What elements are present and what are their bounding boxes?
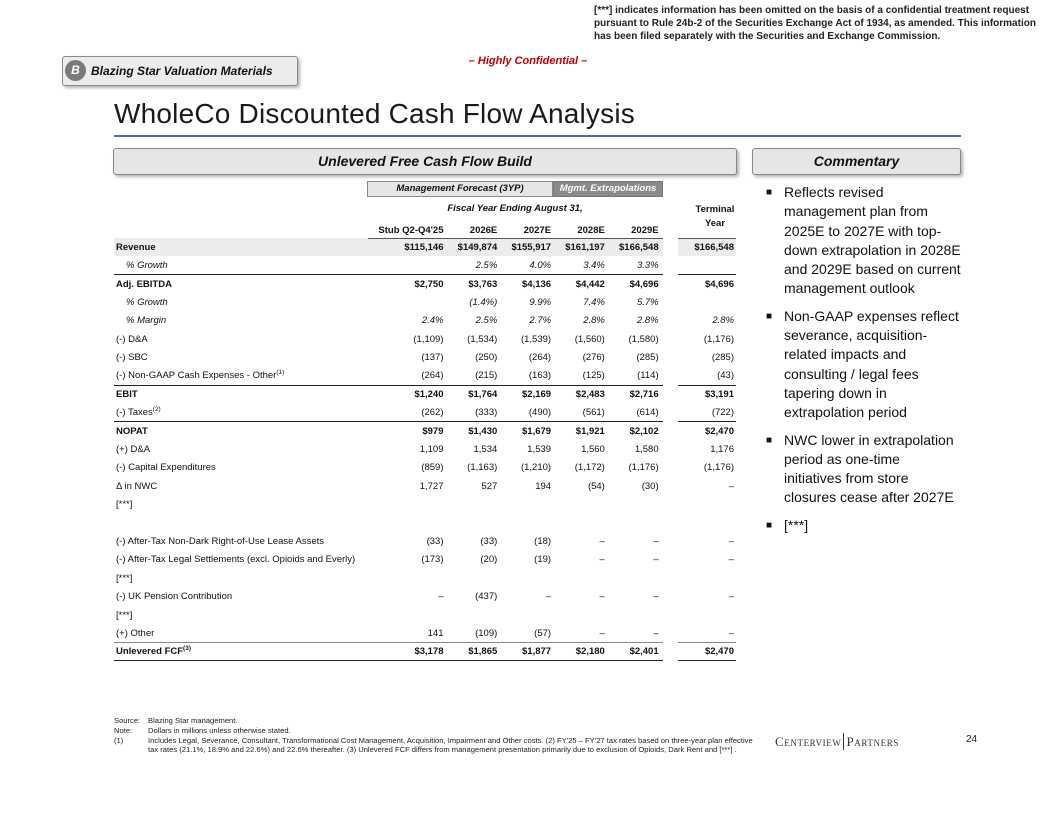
table-cell — [501, 569, 555, 587]
column-gap — [663, 293, 679, 311]
table-row — [114, 532, 736, 550]
terminal-cell: $2,470 — [678, 643, 736, 661]
footnote-marker: (2) — [152, 405, 161, 413]
column-gap — [663, 477, 679, 495]
row-label-text: [***] — [116, 572, 133, 584]
table-row — [114, 514, 736, 532]
table-cell — [368, 569, 448, 587]
table-cell — [609, 569, 663, 587]
row-label — [114, 348, 368, 366]
footnotes — [114, 716, 754, 755]
table-row — [114, 367, 736, 385]
row-label-text: % Growth — [126, 296, 168, 308]
table-cell: (54) — [587, 480, 605, 492]
table-cell: 2.4% — [421, 315, 444, 327]
footnote-marker: (3) — [183, 645, 191, 653]
terminal-cell: (43) — [717, 370, 734, 382]
column-gap — [663, 256, 679, 274]
table-cell: (18) — [534, 535, 552, 547]
extrapolations-band: Mgmt. Extrapolations — [553, 181, 663, 197]
row-label — [114, 459, 368, 477]
table-cell — [368, 606, 448, 624]
terminal-cell: (1,176) — [703, 462, 734, 474]
table-cell — [448, 606, 502, 624]
terminal-cell: – — [728, 627, 734, 639]
table-cell — [555, 514, 609, 532]
table-cell: $4,136 — [501, 275, 555, 293]
column-gap — [663, 404, 679, 422]
footnote-text: Blazing Star management. — [148, 716, 238, 725]
column-gap — [663, 606, 679, 624]
table-cell: (1,172) — [574, 462, 605, 474]
row-label — [114, 587, 368, 605]
row-label — [114, 256, 368, 274]
column-gap — [663, 440, 679, 458]
footnote-note — [114, 726, 754, 736]
table-cell: (285) — [636, 352, 659, 364]
section-tag — [62, 56, 298, 86]
commentary-list — [766, 183, 961, 543]
table-cell: (215) — [475, 370, 498, 382]
table-cell: (163) — [528, 370, 552, 382]
table-cell: 141 — [427, 627, 444, 639]
table-cell: $2,180 — [555, 643, 609, 661]
table-cell: (561) — [582, 406, 605, 418]
table-cell: $2,401 — [609, 643, 663, 661]
table-row — [114, 569, 736, 587]
row-label-text: (-) Taxes — [116, 406, 153, 418]
commentary-text: NWC lower in extrapolation period as one-time initiatives from store closures cease after 2027E — [784, 431, 954, 506]
column-header: 2027E — [501, 216, 555, 238]
header-spacer — [114, 216, 368, 238]
table-cell: (276) — [582, 352, 605, 364]
table-cell: (490) — [528, 406, 552, 418]
terminal-cell — [678, 256, 736, 274]
table-cell: (1.4%) — [469, 296, 498, 308]
commentary-text: [***] — [784, 516, 809, 533]
bullet-icon: ■ — [766, 310, 773, 322]
table-cell: $2,102 — [609, 422, 663, 440]
section-label: Blazing Star Valuation Materials — [91, 64, 273, 78]
table-cell: $1,877 — [501, 643, 555, 661]
table-cell: – — [599, 627, 605, 639]
table-cell: – — [599, 591, 605, 603]
table-cell: 7.4% — [583, 296, 605, 308]
column-gap — [663, 348, 679, 366]
row-label-text: (-) After-Tax Non-Dark Right-of-Use Lease Assets — [116, 535, 325, 547]
row-label-text: (+) Other — [116, 627, 155, 639]
table-row — [114, 422, 736, 440]
table-cell — [609, 495, 663, 513]
table-cell: (137) — [421, 352, 444, 364]
title-divider — [114, 135, 961, 137]
table-cell: $1,679 — [501, 422, 555, 440]
table-cell: 2.7% — [529, 315, 552, 327]
row-label — [114, 624, 368, 642]
table-cell — [501, 495, 555, 513]
terminal-cell: – — [728, 535, 734, 547]
table-cell — [609, 606, 663, 624]
table-cell — [609, 514, 663, 532]
table-cell — [555, 495, 609, 513]
table-row — [114, 624, 736, 642]
table-cell: (19) — [534, 554, 552, 566]
table-cell: (264) — [421, 370, 444, 382]
row-label — [114, 606, 368, 624]
table-cell: $4,696 — [609, 275, 663, 293]
table-cell: $2,169 — [501, 385, 555, 403]
table-cell: $166,548 — [609, 238, 663, 256]
table-cell: – — [653, 535, 659, 547]
table-cell: – — [653, 591, 659, 603]
column-header: 2026E — [448, 216, 502, 238]
table-cell — [555, 569, 609, 587]
terminal-cell: $4,696 — [678, 275, 736, 293]
table-row — [114, 440, 736, 458]
row-label-text: EBIT — [116, 389, 138, 401]
column-gap — [663, 385, 679, 403]
confidentiality-label: – Highly Confidential – — [468, 55, 588, 67]
table-cell: (437) — [475, 591, 498, 603]
table-cell: (1,163) — [467, 462, 498, 474]
table-cell: $161,197 — [555, 238, 609, 256]
table-cell — [448, 495, 502, 513]
table-cell: (114) — [637, 370, 659, 382]
row-label — [114, 367, 368, 385]
footnote-1 — [114, 736, 754, 756]
terminal-cell: (722) — [711, 406, 734, 418]
terminal-cell — [678, 569, 736, 587]
table-cell: 3.4% — [583, 259, 605, 271]
row-label-text: (-) Capital Expenditures — [116, 462, 216, 474]
table-cell: (125) — [582, 370, 605, 382]
table-cell: $1,764 — [448, 385, 502, 403]
table-cell: – — [545, 591, 552, 603]
terminal-cell: 2.8% — [712, 315, 734, 327]
column-gap — [663, 330, 679, 348]
table-cell: $2,750 — [368, 275, 448, 293]
row-label — [114, 532, 368, 550]
terminal-cell: – — [728, 591, 734, 603]
terminal-cell: (285) — [711, 352, 734, 364]
table-cell: $1,240 — [368, 385, 448, 403]
table-cell: 527 — [481, 480, 498, 492]
table-cell: $2,483 — [555, 385, 609, 403]
commentary-item — [766, 183, 961, 299]
row-label — [114, 385, 368, 403]
fcf-table — [114, 216, 736, 661]
table-row — [114, 312, 736, 330]
row-label — [114, 404, 368, 422]
column-gap — [663, 587, 679, 605]
column-header: 2029E — [609, 216, 663, 238]
table-row — [114, 385, 736, 403]
table-cell — [448, 569, 502, 587]
row-label — [114, 293, 368, 311]
page-title: WholeCo Discounted Cash Flow Analysis — [114, 98, 635, 129]
column-gap — [663, 532, 679, 550]
table-cell: 2.8% — [636, 315, 659, 327]
management-forecast-band: Management Forecast (3YP) — [367, 181, 553, 197]
terminal-cell — [678, 514, 736, 532]
table-cell — [501, 514, 555, 532]
row-label — [114, 275, 368, 293]
table-cell: (262) — [421, 406, 444, 418]
table-cell — [368, 256, 448, 274]
table-cell: (1,210) — [520, 462, 552, 474]
table-row — [114, 477, 736, 495]
terminal-cell: $166,548 — [678, 238, 736, 256]
commentary-header: Commentary — [752, 148, 961, 175]
column-gap — [663, 422, 679, 440]
row-label-text: % Margin — [126, 315, 167, 327]
table-cell: 1,727 — [419, 480, 444, 492]
table-cell: (30) — [641, 480, 659, 492]
fiscal-year-header: Fiscal Year Ending August 31, — [447, 203, 583, 214]
table-cell — [555, 606, 609, 624]
row-label — [114, 643, 368, 661]
table-row — [114, 404, 736, 422]
table-cell: $1,430 — [448, 422, 502, 440]
terminal-cell: 1,176 — [710, 443, 734, 455]
row-label — [114, 238, 368, 256]
row-label — [114, 440, 368, 458]
table-cell: 1,560 — [581, 443, 605, 455]
table-cell: 1,109 — [419, 443, 444, 455]
row-label-text: Adj. EBITDA — [116, 278, 172, 290]
row-label — [114, 330, 368, 348]
centerview-logo — [775, 733, 899, 750]
table-cell: $149,874 — [448, 238, 502, 256]
table-row — [114, 643, 736, 661]
terminal-header-cell — [678, 216, 736, 238]
table-cell: (33) — [480, 535, 498, 547]
table-cell: – — [653, 554, 659, 566]
table-cell: $3,763 — [448, 275, 502, 293]
footnote-key: (1) — [114, 735, 124, 745]
footnote-text: Includes Legal, Severance, Consultant, Transformational Cost Management, Acquisition, Impairment and Other costs. (2) FY'25 – FY'27 tax rates based on three-year plan effective tax rates (21.1%, 18.9% and 22.6%) and 22.6% thereafter. (3) Unlevered FCF differs from management presentation primarily due to exclusion of Opioids, Dark Rent and [***] . — [148, 735, 753, 755]
table-cell: 4.0% — [529, 259, 552, 271]
row-label-text: NOPAT — [116, 425, 148, 437]
column-gap — [663, 643, 679, 661]
table-row — [114, 495, 736, 513]
table-row — [114, 348, 736, 366]
row-label-text: [***] — [116, 609, 133, 621]
table-cell: 2.5% — [475, 259, 498, 271]
bullet-icon: ■ — [766, 187, 773, 198]
table-cell: – — [438, 591, 444, 603]
table-cell: 1,539 — [527, 443, 552, 455]
row-label-text: Revenue — [116, 241, 156, 253]
bullet-icon: ■ — [766, 434, 773, 446]
footnote-text: Dollars in millions unless otherwise stated. — [148, 725, 291, 735]
table-row — [114, 238, 736, 256]
table-cell: 194 — [535, 480, 552, 492]
table-cell: (614) — [636, 406, 659, 418]
table-cell: $979 — [368, 422, 448, 440]
terminal-cell: – — [728, 554, 734, 566]
table-row — [114, 330, 736, 348]
table-cell: $155,917 — [501, 238, 555, 256]
table-row — [114, 551, 736, 569]
column-header: 2028E — [555, 216, 609, 238]
commentary-item — [766, 307, 961, 423]
column-gap — [663, 551, 679, 569]
column-gap — [663, 459, 679, 477]
table-row — [114, 587, 736, 605]
table-cell: $2,716 — [609, 385, 663, 403]
column-gap — [663, 238, 679, 256]
page-number: 24 — [966, 734, 978, 745]
table-cell: $1,865 — [448, 643, 502, 661]
table-cell: 1,534 — [473, 443, 498, 455]
commentary-text: Non-GAAP expenses reflect severance, acquisition-related impacts and consulting / legal fees tapering down in extrapolation period — [784, 307, 959, 421]
table-cell: 9.9% — [529, 296, 552, 308]
table-cell: (1,580) — [628, 333, 659, 345]
table-cell: 1,580 — [634, 443, 659, 455]
column-gap — [663, 569, 679, 587]
table-row — [114, 293, 736, 311]
table-cell: $115,146 — [368, 238, 448, 256]
bullet-icon: ■ — [766, 519, 773, 531]
row-label — [114, 551, 368, 569]
table-cell: (33) — [426, 535, 444, 547]
section-letter-badge: B — [65, 60, 86, 81]
table-cell: (1,560) — [574, 333, 605, 345]
table-row — [114, 459, 736, 477]
row-label-text: (-) UK Pension Contribution — [116, 591, 233, 603]
row-label-text: (-) SBC — [116, 352, 148, 364]
table-cell: (1,176) — [628, 462, 659, 474]
table-cell: (250) — [475, 352, 498, 364]
table-cell: $1,921 — [555, 422, 609, 440]
table-row — [114, 256, 736, 274]
row-label — [114, 569, 368, 587]
table-cell: – — [653, 627, 659, 639]
table-cell: 5.7% — [636, 296, 659, 308]
logo-left-word: Centerview — [775, 734, 842, 749]
table-cell: (173) — [421, 554, 444, 566]
table-cell: (333) — [475, 406, 498, 418]
row-label-text: (-) D&A — [116, 333, 148, 345]
row-label-text: % Growth — [126, 259, 168, 271]
table-cell: (264) — [528, 352, 552, 364]
table-cell: (57) — [534, 627, 552, 639]
table-cell: – — [599, 554, 605, 566]
table-cell: 3.3% — [636, 259, 659, 271]
commentary-text: Reflects revised management plan from 2025E to 2027E with top-down extrapolation in 2028E and 2029E based on current management outlook — [784, 184, 961, 297]
terminal-year-label: Terminal Year — [695, 204, 735, 229]
logo-divider — [843, 733, 844, 750]
terminal-cell — [678, 495, 736, 513]
footnote-source — [114, 716, 754, 726]
table-cell: (1,534) — [467, 333, 498, 345]
footnote-key: Source: — [114, 716, 141, 725]
table-cell: $4,442 — [555, 275, 609, 293]
table-cell: 2.5% — [475, 315, 498, 327]
column-header: Stub Q2-Q4'25 — [368, 216, 448, 238]
table-cell: (1,109) — [413, 333, 444, 345]
commentary-item — [766, 516, 961, 535]
table-cell — [448, 514, 502, 532]
row-label-text: (+) D&A — [116, 443, 151, 455]
row-label — [114, 422, 368, 440]
terminal-cell: $2,470 — [678, 422, 736, 440]
row-label-text: (-) After-Tax Legal Settlements (excl. Opioids and Everly) — [116, 554, 356, 566]
row-label-text: [***] — [116, 499, 133, 511]
terminal-cell — [678, 606, 736, 624]
terminal-cell: (1,176) — [703, 333, 734, 345]
column-gap — [663, 514, 679, 532]
table-cell: (1,539) — [520, 333, 552, 345]
row-label — [114, 477, 368, 495]
fcf-build-header: Unlevered Free Cash Flow Build — [113, 148, 737, 175]
footnote-marker: (1) — [276, 369, 285, 377]
column-gap — [663, 275, 679, 293]
row-label-text: Unlevered FCF — [116, 646, 184, 658]
column-gap — [663, 367, 679, 385]
table-cell: (109) — [475, 627, 498, 639]
row-label — [114, 495, 368, 513]
column-gap — [663, 495, 679, 513]
table-row — [114, 275, 736, 293]
table-cell: 2.8% — [583, 315, 605, 327]
table-cell — [368, 495, 448, 513]
table-cell — [501, 606, 555, 624]
row-label-text: Δ in NWC — [116, 480, 158, 492]
table-cell — [368, 293, 448, 311]
column-gap — [663, 312, 679, 330]
terminal-cell: $3,191 — [678, 385, 736, 403]
table-cell — [368, 514, 448, 532]
footnote-key: Note: — [114, 725, 133, 735]
terminal-cell — [678, 293, 736, 311]
table-cell: – — [599, 535, 605, 547]
column-gap — [663, 216, 679, 238]
row-label-text: (-) Non-GAAP Cash Expenses - Other — [116, 370, 277, 382]
row-label — [114, 514, 368, 532]
column-header-row — [114, 216, 736, 238]
row-label — [114, 312, 368, 330]
table-row — [114, 606, 736, 624]
commentary-item — [766, 431, 961, 508]
terminal-cell: – — [728, 480, 734, 492]
logo-right-word: Partners — [846, 734, 899, 749]
table-cell: $3,178 — [368, 643, 448, 661]
table-cell: (20) — [480, 554, 498, 566]
sec-disclaimer: [***] indicates information has been omitted on the basis of a confidential treatment request pursuant to Rule 24b-2 of the Securities Exchange Act of 1934, as amended. This information has been filed separately with the Securities and Exchange Commission. — [594, 5, 1036, 42]
table-cell: (859) — [421, 462, 444, 474]
column-gap — [663, 624, 679, 642]
